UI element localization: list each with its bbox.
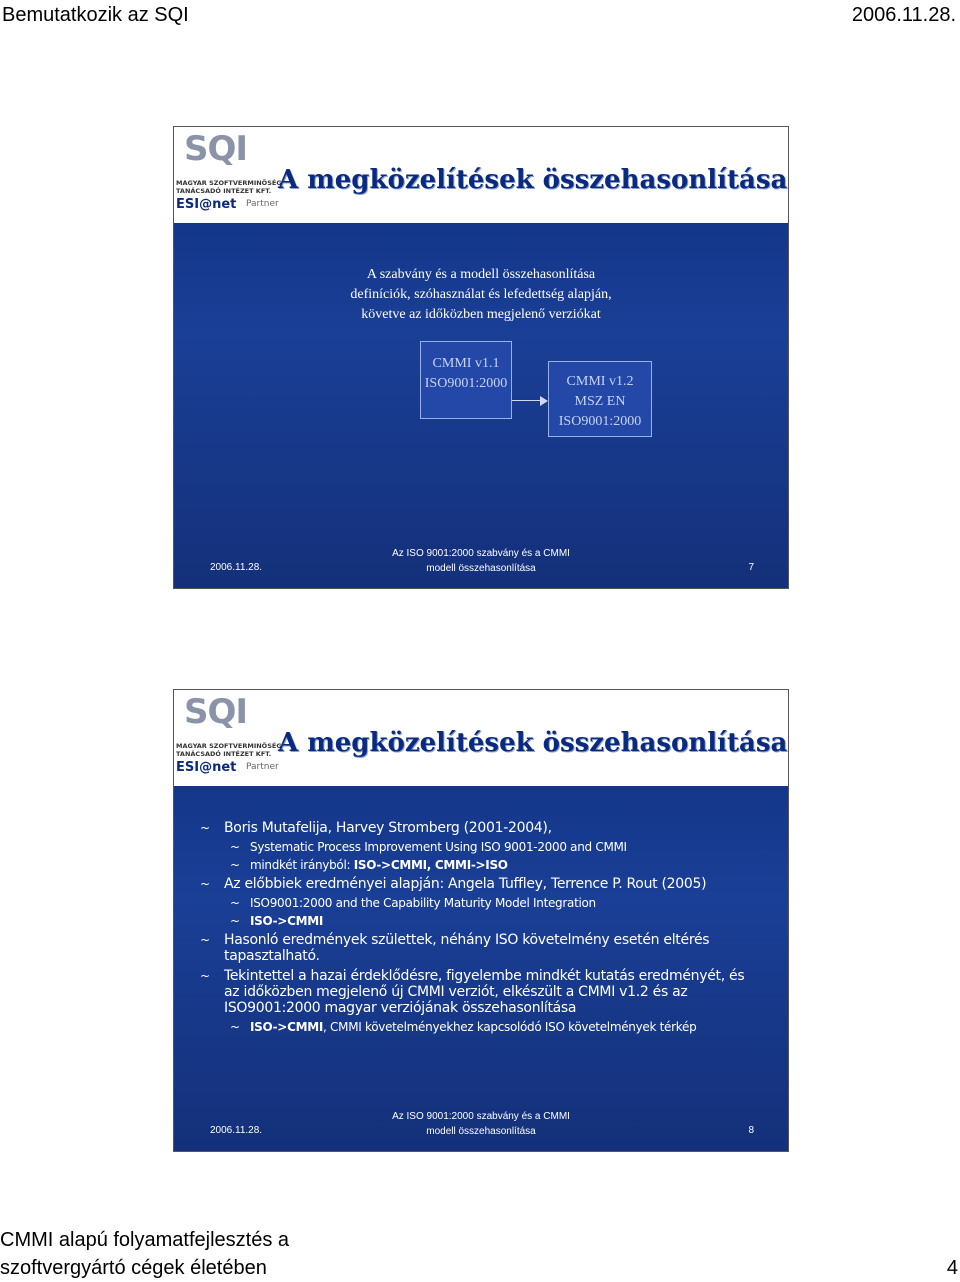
page-footer <box>0 1226 960 1282</box>
arrow-right-icon <box>540 396 548 406</box>
tilde-bullet-icon: ~ <box>230 858 240 872</box>
bullet-item: ~ Hasonló eredmények születtek, néhány ISO követelmény esetén eltérés tapasztalható. <box>200 932 710 964</box>
slide-intro: A szabvány és a modell összehasonlítása definíciók, szóhasználat és lefedettség alapján, követve az időközben megjelenő verziókat <box>350 267 612 322</box>
sqi-logo-text: SQI <box>184 129 248 169</box>
slide-footer-title: Az ISO 9001:2000 szabvány és a CMMI modell összehasonlítása <box>392 548 570 574</box>
tilde-bullet-icon: ~ <box>230 896 240 910</box>
header-title: Bemutatkozik az SQI <box>2 4 189 26</box>
slide-7 <box>173 126 789 589</box>
slide-title: A megközelítések összehasonlítása <box>278 165 788 195</box>
bullet-item: ~ Az előbbiek eredményei alapján: Angela Tuffley, Terrence P. Rout (2005) <box>200 876 707 892</box>
header-date: 2006.11.28. <box>851 4 956 26</box>
slide-date: 2006.11.28. <box>210 562 263 573</box>
footer-line-1: CMMI alapú folyamatfejlesztés a <box>0 1229 290 1251</box>
bullet-item: ~ Tekintettel a hazai érdeklődésre, figyelembe mindkét kutatás eredményét, és az időközben megjelenő új CMMI verziót, elkészült a CMMI v1.2 és az ISO9001:2000 magyar verziójának összehasonlítása <box>200 968 745 1016</box>
slide-header <box>174 690 788 786</box>
sub-bullet-item: ~ Systematic Process Improvement Using ISO 9001-2000 and CMMI <box>230 840 627 854</box>
cmmi-v11-box: CMMI v1.1 ISO9001:2000 <box>420 341 512 419</box>
bullet-list <box>200 820 760 1038</box>
sqi-logo-text: SQI <box>184 692 248 732</box>
slide-header <box>174 127 788 223</box>
slide-footer <box>174 546 788 578</box>
sub-bullet-item: ~ ISO9001:2000 and the Capability Maturity Model Integration <box>230 896 596 910</box>
partner-label: Partner <box>246 762 279 772</box>
tilde-bullet-icon: ~ <box>200 877 210 891</box>
esi-logo: ESI@net <box>176 760 237 775</box>
sqi-logo-subtitle: MAGYAR SZOFTVERMINŐSÉG TANÁCSADÓ INTÉZET KFT. <box>176 742 282 758</box>
slide-footer <box>174 1109 788 1141</box>
sub-bullet-item: ~ ISO->CMMI <box>230 914 324 928</box>
sqi-logo <box>176 692 286 784</box>
sub-bullet-item: ~ mindkét irányból: ISO->CMMI, CMMI->ISO <box>230 858 508 872</box>
slide-footer-title: Az ISO 9001:2000 szabvány és a CMMI modell összehasonlítása <box>392 1111 570 1137</box>
esi-logo: ESI@net <box>176 197 237 212</box>
slide-date: 2006.11.28. <box>210 1125 263 1136</box>
sqi-logo-subtitle: MAGYAR SZOFTVERMINŐSÉG TANÁCSADÓ INTÉZET KFT. <box>176 179 282 195</box>
partner-label: Partner <box>246 199 279 209</box>
page-header <box>0 0 960 34</box>
sub-bullet-item: ~ ISO->CMMI, CMMI követelményekhez kapcsolódó ISO követelmények térkép <box>230 1020 697 1034</box>
bullet-item: ~ Boris Mutafelija, Harvey Stromberg (2001-2004), <box>200 820 552 836</box>
tilde-bullet-icon: ~ <box>200 933 210 947</box>
tilde-bullet-icon: ~ <box>230 840 240 854</box>
slide-number: 7 <box>748 562 754 573</box>
tilde-bullet-icon: ~ <box>230 914 240 928</box>
page-number: 4 <box>946 1257 958 1279</box>
cmmi-v12-box: CMMI v1.2 MSZ EN ISO9001:2000 <box>548 361 652 437</box>
slide-number: 8 <box>748 1125 754 1136</box>
tilde-bullet-icon: ~ <box>200 969 210 983</box>
tilde-bullet-icon: ~ <box>200 821 210 835</box>
slide-title: A megközelítések összehasonlítása <box>278 728 788 758</box>
footer-line-2: szoftvergyártó cégek életében <box>0 1257 267 1279</box>
sqi-logo <box>176 129 286 221</box>
slide-8 <box>173 689 789 1152</box>
tilde-bullet-icon: ~ <box>230 1020 240 1034</box>
